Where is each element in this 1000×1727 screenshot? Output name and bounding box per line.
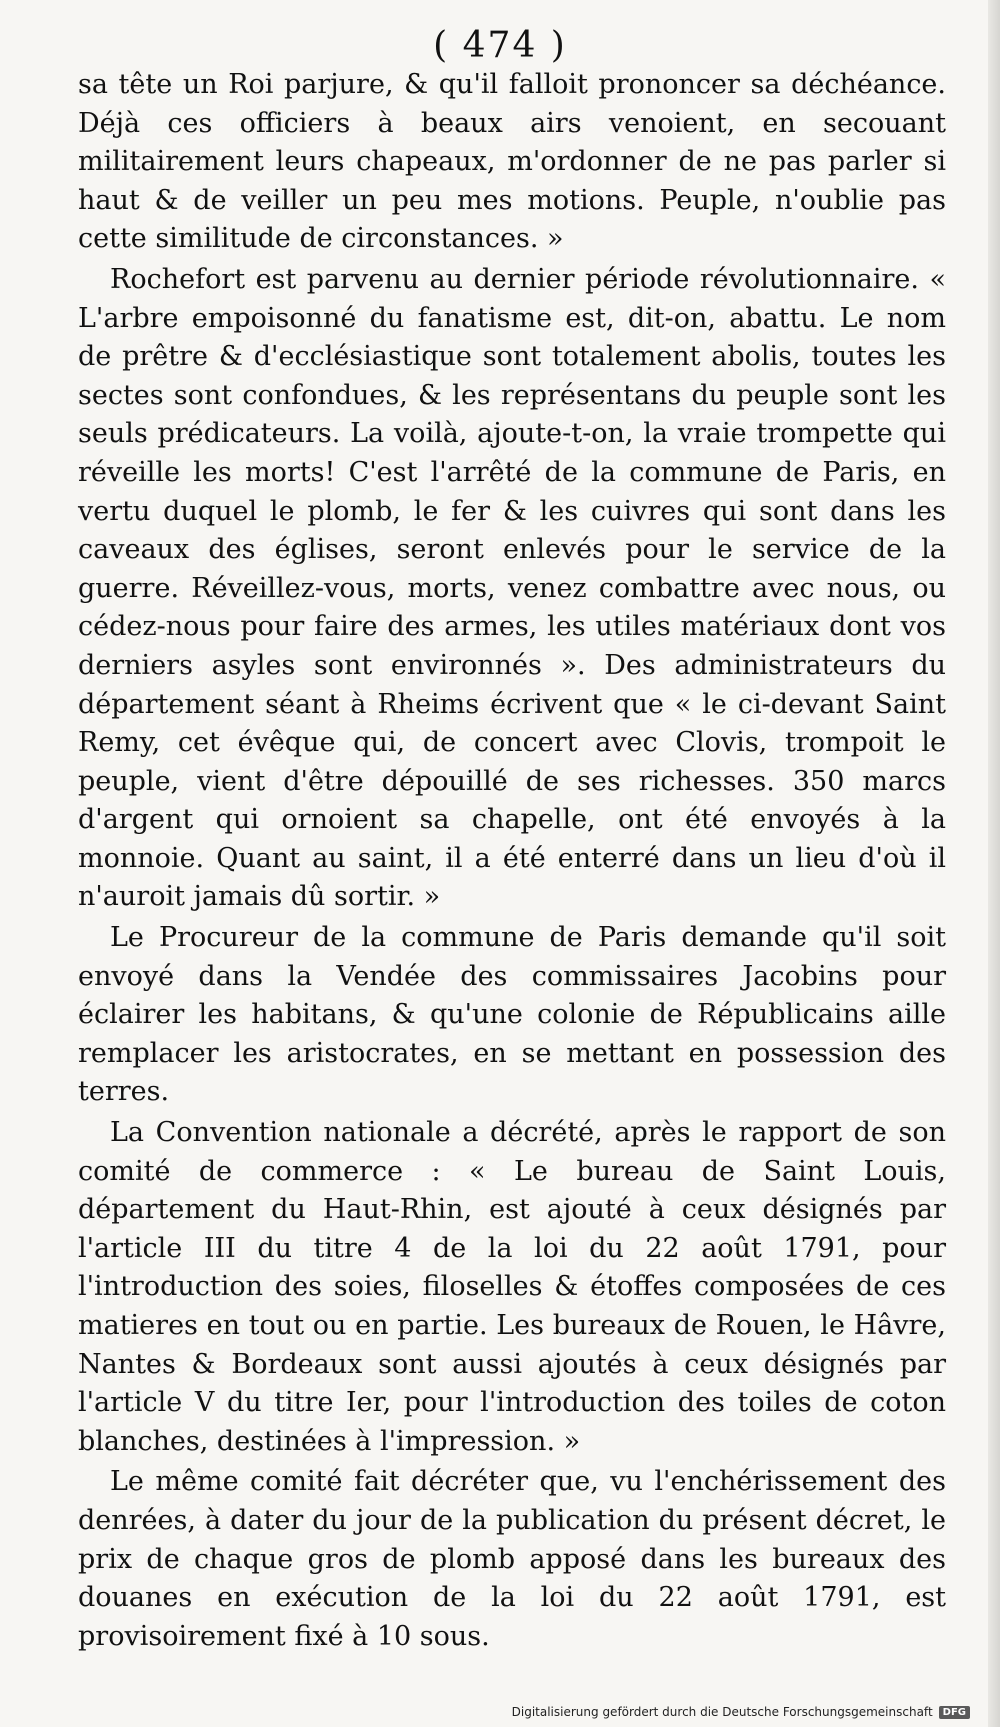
paragraph: sa tête un Roi parjure, & qu'il falloit prononcer sa déchéance. Déjà ces officiers à beaux airs venoient, en secouant militairement leurs chapeaux, m'ordonner de ne pas parler si haut & de veiller un peu mes motions. Peuple, n'oublie pas cette similitude de circonstances. »	[78, 69, 946, 255]
scan-edge	[988, 0, 1000, 1727]
paragraph: Le même comité fait décréter que, vu l'enchérissement des denrées, à dater du jour de la publication du présent décret, le prix de chaque gros de plomb apposé dans les bureaux des douanes en exécution de la loi du 22 août 1791, est provisoirement fixé à 10 sous.	[78, 1466, 946, 1652]
body-text	[78, 66, 946, 1656]
page-number: ( 474 )	[433, 25, 567, 66]
paragraph: La Convention nationale a décrété, après le rapport de son comité de commerce : « Le bureau de Saint Louis, département du Haut-Rhin, est ajouté à ceux désignés par l'article III du titre 4 de la loi du 22 août 1791, pour l'introduction des soies, filoselles & étoffes composées de ces matieres en tout ou en partie. Les bureaux de Rouen, le Hâvre, Nantes & Bordeaux sont aussi ajoutés à ceux désignés par l'article V du titre Ier, pour l'introduction des toiles de coton blanches, destinées à l'impression. »	[78, 1117, 946, 1457]
dfg-logo-badge: DFG	[939, 1706, 970, 1719]
digitization-credit	[512, 1705, 970, 1719]
paragraph: Rochefort est parvenu au dernier période révolutionnaire. « L'arbre empoisonné du fanatisme est, dit-on, abattu. Le nom de prêtre & d'ecclésiastique sont totalement abolis, toutes les sectes sont confondues, & les représentans du peuple sont les seuls prédicateurs. La voilà, ajoute-t-on, la vraie trompette qui réveille les morts! C'est l'arrêté de la commune de Paris, en vertu duquel le plomb, le fer & les cuivres qui sont dans les caveaux des églises, seront enlevés pour le service de la guerre. Réveillez-vous, morts, venez combattre avec nous, ou cédez-nous pour faire des armes, les utiles matériaux dont vos derniers asyles sont environnés ». Des administrateurs du département séant à Rheims écrivent que « le ci-devant Saint Remy, cet évêque qui, de concert avec Clovis, trompoit le peuple, vient d'être dépouillé de ses richesses. 350 marcs d'argent qui ornoient sa chapelle, ont été envoyés à la monnoie. Quant au saint, il a été enterré dans un lieu d'où il n'auroit jamais dû sortir. »	[78, 263, 946, 913]
credit-text: Digitalisierung gefördert durch die Deutsche Forschungsgemeinschaft	[511, 1705, 933, 1719]
paragraph: Le Procureur de la commune de Paris demande qu'il soit envoyé dans la Vendée des commissaires Jacobins pour éclairer les habitans, & qu'une colonie de Républicains aille remplacer les aristocrates, en se mettant en possession des terres.	[78, 922, 946, 1108]
